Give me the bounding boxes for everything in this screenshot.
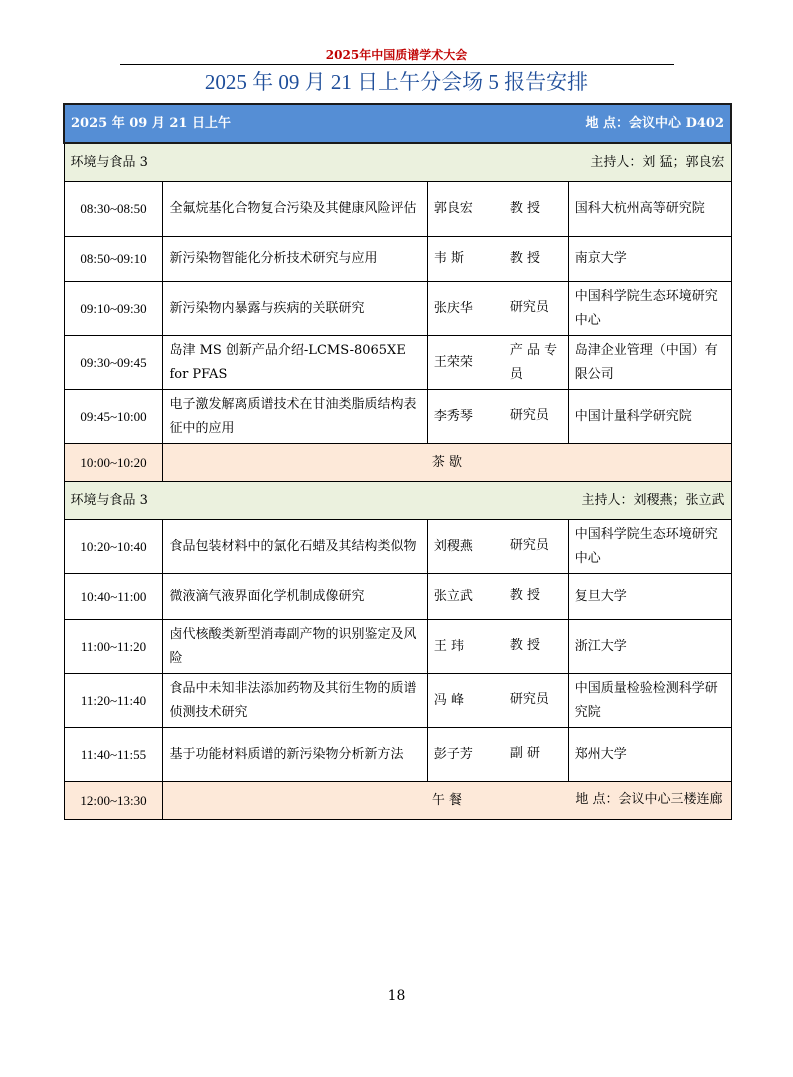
break-row: [64, 782, 731, 820]
speaker-rank: 研究员: [509, 300, 549, 316]
talk-row: [64, 282, 731, 336]
conference-header: 2025年中国质谱学术大会: [325, 48, 468, 62]
page-number: 18: [387, 988, 406, 1004]
break-location: 地 点：会议中心三楼连廊: [575, 792, 723, 807]
schedule-header-row: [64, 104, 731, 143]
session-row: [64, 143, 731, 182]
speaker-rank: 教 授: [509, 638, 541, 654]
session-name: 环境与食品 3: [70, 492, 148, 508]
speaker-rank: 教 授: [509, 200, 541, 216]
talk-topic: 全氟烷基化合物复合污染及其健康风险评估: [163, 182, 427, 237]
session-hosts: 主持人：刘稷燕；张立武: [581, 492, 725, 508]
talk-topic: 电子激发解离质谱技术在甘油类脂质结构表征中的应用: [163, 390, 427, 444]
speaker-name: 韦 斯: [433, 251, 465, 267]
session-name: 环境与食品 3: [70, 154, 148, 170]
speaker-name: 王荣荣: [433, 355, 473, 370]
talk-row: [64, 237, 731, 282]
talk-topic: 微液滴气液界面化学机制成像研究: [163, 574, 427, 620]
speaker-org: 复旦大学: [568, 574, 731, 620]
talk-time: 08:50~09:10: [64, 237, 163, 282]
speaker-rank: 产 品 专 员: [509, 342, 558, 382]
talk-row: [64, 390, 731, 444]
break-label: 午 餐: [431, 792, 463, 808]
talk-topic: 基于功能材料质谱的新污染物分析新方法: [163, 728, 427, 782]
speaker-org: 中国科学院生态环境研究中心: [568, 520, 731, 574]
speaker-rank: 教 授: [509, 588, 541, 604]
talk-time: 09:10~09:30: [64, 282, 163, 336]
talk-time: 09:45~10:00: [64, 390, 163, 444]
page-title: 2025 年 09 月 21 日上午分会场 5 报告安排: [204, 70, 589, 94]
header-rule: [120, 64, 674, 65]
speaker-rank: 研究员: [509, 692, 549, 708]
talk-row: [64, 182, 731, 237]
speaker-rank: 研究员: [509, 408, 549, 424]
speaker-rank: 教 授: [509, 250, 541, 266]
speaker-name: 张庆华: [433, 300, 473, 316]
talk-topic: 新污染物智能化分析技术研究与应用: [163, 237, 427, 282]
talk-time: 11:40~11:55: [64, 728, 163, 782]
speaker-org: 国科大杭州高等研究院: [568, 182, 731, 237]
break-time: 10:00~10:20: [64, 444, 163, 482]
talk-row: [64, 728, 731, 782]
speaker-rank: 副 研: [509, 746, 541, 762]
schedule-date: 2025 年 09 月 21 日上午: [71, 115, 231, 131]
break-time: 12:00~13:30: [64, 782, 163, 820]
speaker-name: 王 玮: [433, 638, 465, 654]
talk-row: [64, 674, 731, 728]
talk-time: 10:40~11:00: [64, 574, 163, 620]
speaker-name: 郭良宏: [433, 201, 473, 217]
break-row: [64, 444, 731, 482]
speaker-name: 李秀琴: [433, 408, 473, 424]
talk-topic: 新污染物内暴露与疾病的关联研究: [163, 282, 427, 336]
talk-time: 11:00~11:20: [64, 620, 163, 674]
speaker-org: 南京大学: [568, 237, 731, 282]
talk-time: 08:30~08:50: [64, 182, 163, 237]
break-label: 茶 歇: [431, 454, 463, 470]
talk-topic: 岛津 MS 创新产品介绍-LCMS-8065XE for PFAS: [163, 336, 427, 390]
speaker-name: 彭子芳: [433, 746, 473, 762]
speaker-name: 冯 峰: [433, 692, 465, 708]
schedule-table: [63, 103, 732, 820]
speaker-org: 郑州大学: [568, 728, 731, 782]
speaker-org: 浙江大学: [568, 620, 731, 674]
talk-row: [64, 574, 731, 620]
talk-row: [64, 520, 731, 574]
speaker-rank: 研究员: [509, 538, 549, 554]
session-row: [64, 482, 731, 520]
speaker-org: 岛津企业管理（中国）有限公司: [568, 336, 731, 390]
talk-time: 11:20~11:40: [64, 674, 163, 728]
speaker-name: 刘稷燕: [433, 538, 473, 554]
speaker-name: 张立武: [433, 588, 473, 604]
session-hosts: 主持人：刘 猛；郭良宏: [590, 154, 725, 170]
talk-row: [64, 336, 731, 390]
talk-row: [64, 620, 731, 674]
talk-topic: 食品中未知非法添加药物及其衍生物的质谱侦测技术研究: [163, 674, 427, 728]
talk-time: 09:30~09:45: [64, 336, 163, 390]
speaker-org: 中国科学院生态环境研究中心: [568, 282, 731, 336]
talk-topic: 卤代核酸类新型消毒副产物的识别鉴定及风险: [163, 620, 427, 674]
speaker-org: 中国计量科学研究院: [568, 390, 731, 444]
talk-time: 10:20~10:40: [64, 520, 163, 574]
schedule-location: 地 点：会议中心 D402: [585, 115, 724, 131]
speaker-org: 中国质量检验检测科学研究院: [568, 674, 731, 728]
talk-topic: 食品包装材料中的氯化石蜡及其结构类似物: [163, 520, 427, 574]
